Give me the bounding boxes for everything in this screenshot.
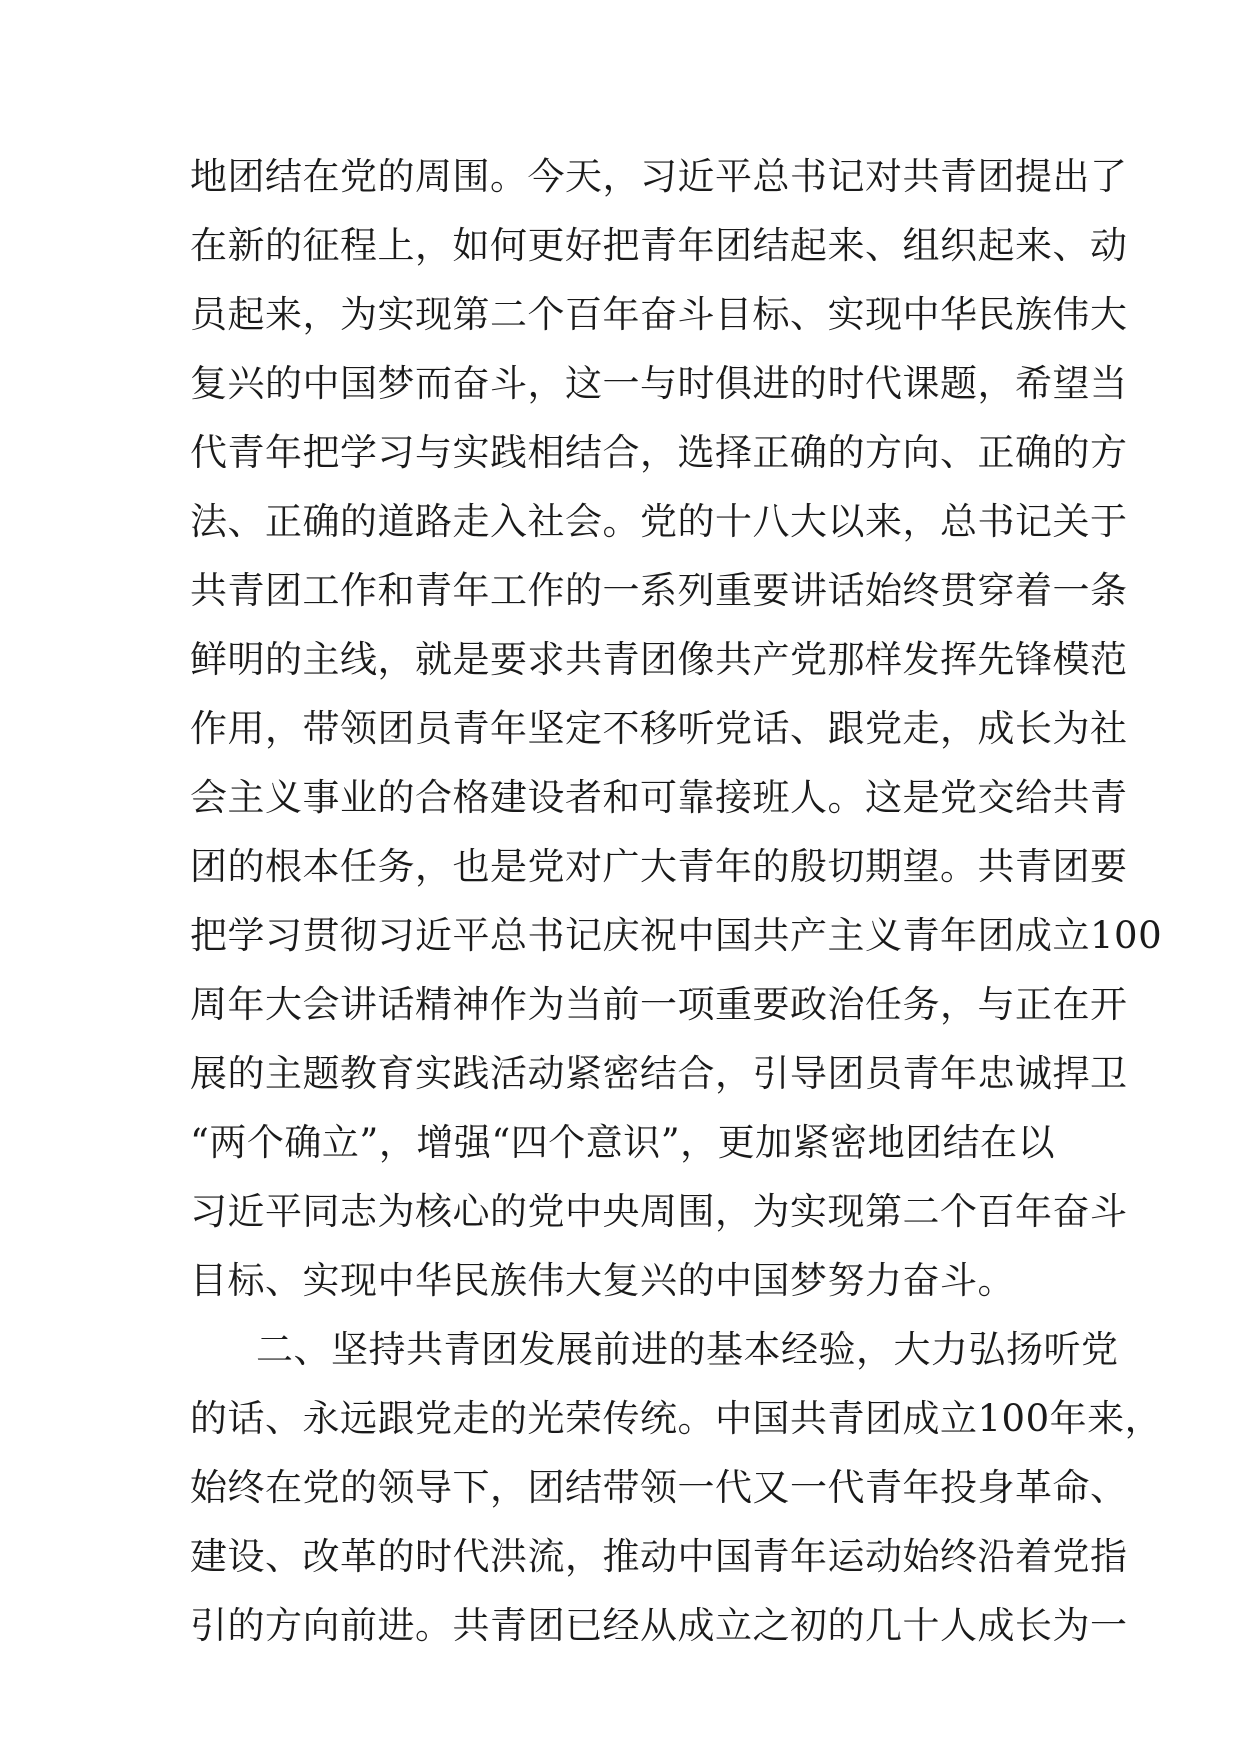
text-line: 代青年把学习与实践相结合，选择正确的方向、正确的方 [190, 431, 1128, 474]
text-line: 展的主题教育实践活动紧密结合，引导团员青年忠诚捍卫 [190, 1052, 1128, 1095]
text-line: 周年大会讲话精神作为当前一项重要政治任务，与正在开 [190, 983, 1128, 1026]
text-line: 在新的征程上，如何更好把青年团结起来、组织起来、动 [190, 224, 1128, 267]
text-line: 地团结在党的周围。今天，习近平总书记对共青团提出了 [190, 155, 1128, 198]
text-line: 复兴的中国梦而奋斗，这一与时俱进的时代课题，希望当 [190, 362, 1128, 405]
text-line: 始终在党的领导下，团结带领一代又一代青年投身革命、 [190, 1466, 1128, 1509]
text-line: 建设、改革的时代洪流，推动中国青年运动始终沿着党指 [190, 1535, 1128, 1578]
text-line: 引的方向前进。共青团已经从成立之初的几十人成长为一 [190, 1604, 1128, 1647]
section-heading-line: 二、坚持共青团发展前进的基本经验，大力弘扬听党 [256, 1328, 1119, 1371]
text-line: 法、正确的道路走入社会。党的十八大以来，总书记关于 [190, 500, 1128, 543]
text-line: 把学习贯彻习近平总书记庆祝中国共产主义青年团成立100 [190, 914, 1163, 957]
text-line: 作用，带领团员青年坚定不移听党话、跟党走，成长为社 [190, 707, 1128, 750]
text-line: 员起来，为实现第二个百年奋斗目标、实现中华民族伟大 [190, 293, 1128, 336]
text-line: 习近平同志为核心的党中央周围，为实现第二个百年奋斗 [190, 1190, 1128, 1233]
text-line: 会主义事业的合格建设者和可靠接班人。这是党交给共青 [190, 776, 1128, 819]
text-line: 鲜明的主线，就是要求共青团像共产党那样发挥先锋模范 [190, 638, 1128, 681]
text-line: 目标、实现中华民族伟大复兴的中国梦努力奋斗。 [190, 1259, 1015, 1302]
body-text [190, 142, 1163, 1660]
text-line: 共青团工作和青年工作的一系列重要讲话始终贯穿着一条 [190, 569, 1128, 612]
text-line: 的话、永远跟党走的光荣传统。中国共青团成立100年来， [190, 1397, 1163, 1440]
text-line: “两个确立”，增强“四个意识”，更加紧密地团结在以 [190, 1121, 1056, 1164]
text-line: 团的根本任务，也是党对广大青年的殷切期望。共青团要 [190, 845, 1128, 888]
